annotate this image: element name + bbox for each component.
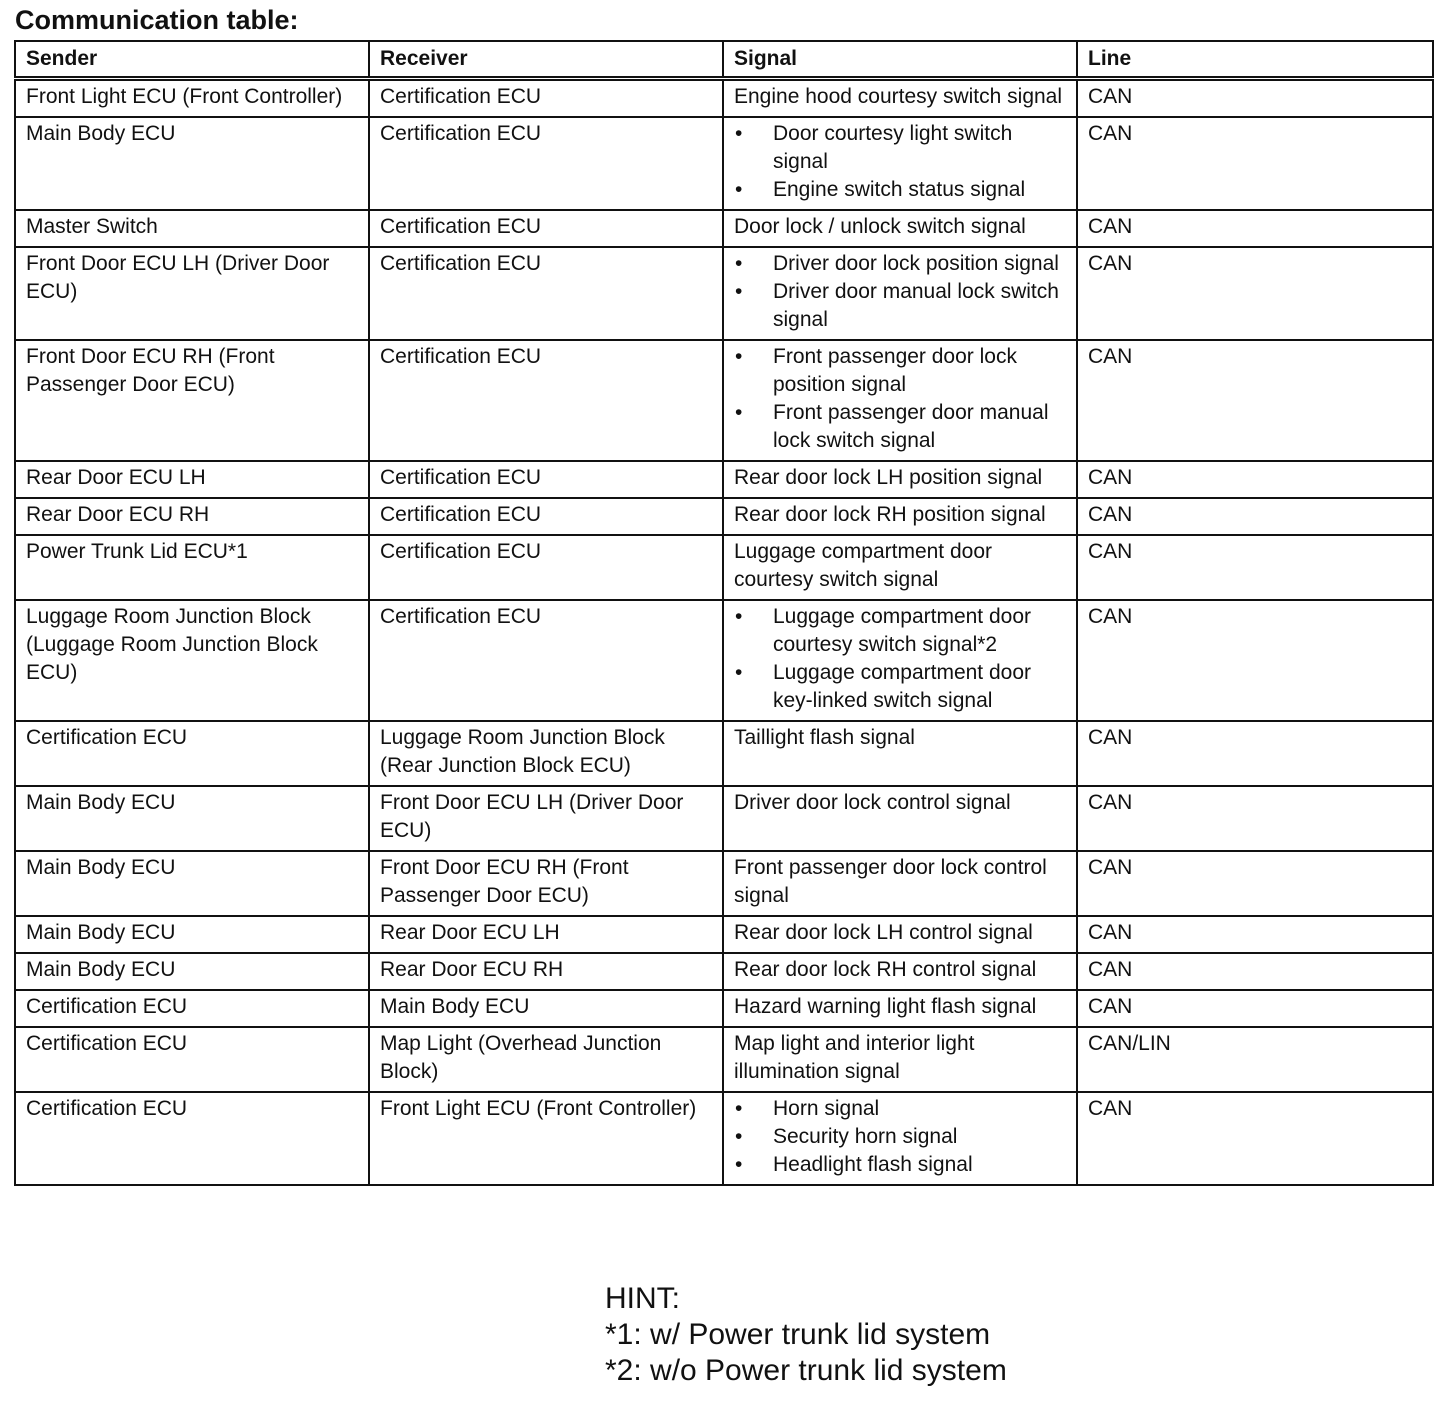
bullet-icon: • — [735, 345, 743, 368]
signal-cell — [723, 786, 1077, 851]
signal-text: Taillight flash signal — [734, 726, 915, 749]
sender-cell: Certification ECU — [15, 1027, 369, 1092]
bullet-icon: • — [735, 122, 743, 145]
line-cell: CAN — [1077, 953, 1433, 990]
receiver-cell: Front Door ECU LH (Driver Door ECU) — [369, 786, 723, 851]
table-row — [15, 117, 1433, 210]
table-row — [15, 247, 1433, 340]
signal-text: Map light and interior light illumination signal — [734, 1032, 975, 1083]
page-title: Communication table: — [15, 5, 299, 35]
signal-cell — [723, 461, 1077, 498]
signal-list-item — [734, 278, 1066, 334]
signal-list — [734, 343, 1066, 455]
signal-text: Driver door lock control signal — [734, 791, 1011, 814]
bullet-icon: • — [735, 1097, 743, 1120]
line-cell: CAN — [1077, 1092, 1433, 1185]
line-cell: CAN — [1077, 916, 1433, 953]
signal-list-item — [734, 1123, 1066, 1151]
sender-cell: Rear Door ECU LH — [15, 461, 369, 498]
signal-list-item — [734, 1095, 1066, 1123]
signal-list-item — [734, 120, 1066, 176]
line-cell: CAN — [1077, 247, 1433, 340]
sender-cell: Luggage Room Junction Block (Luggage Room Junction Block ECU) — [15, 600, 369, 721]
signal-list-item — [734, 176, 1066, 204]
column-header-sender: Sender — [15, 41, 369, 79]
bullet-icon: • — [735, 178, 743, 201]
line-cell: CAN — [1077, 786, 1433, 851]
column-header-line: Line — [1077, 41, 1433, 79]
signal-list-item — [734, 399, 1066, 455]
bullet-icon: • — [735, 401, 743, 424]
sender-cell: Rear Door ECU RH — [15, 498, 369, 535]
sender-cell: Power Trunk Lid ECU*1 — [15, 535, 369, 600]
signal-text: Front passenger door lock control signal — [734, 856, 1047, 907]
line-cell: CAN — [1077, 117, 1433, 210]
table-row — [15, 461, 1433, 498]
bullet-icon: • — [735, 280, 743, 303]
receiver-cell: Certification ECU — [369, 79, 723, 118]
receiver-cell: Rear Door ECU RH — [369, 953, 723, 990]
receiver-cell: Certification ECU — [369, 535, 723, 600]
signal-list-item — [734, 659, 1066, 715]
signal-list — [734, 603, 1066, 715]
bullet-icon: • — [735, 605, 743, 628]
line-cell: CAN — [1077, 461, 1433, 498]
signal-text: Engine hood courtesy switch signal — [734, 85, 1063, 108]
signal-text: Driver door lock position signal — [773, 252, 1059, 275]
signal-text: Horn signal — [773, 1097, 880, 1120]
table-header-row — [15, 41, 1433, 79]
table-row — [15, 1027, 1433, 1092]
signal-text: Rear door lock RH position signal — [734, 503, 1046, 526]
signal-text: Front passenger door lock position signal — [773, 345, 1017, 396]
signal-text: Luggage compartment door courtesy switch signal*2 — [773, 605, 1031, 656]
signal-text: Luggage compartment door courtesy switch signal — [734, 540, 992, 591]
sender-cell: Main Body ECU — [15, 916, 369, 953]
bullet-icon: • — [735, 252, 743, 275]
line-cell: CAN — [1077, 851, 1433, 916]
signal-text: Headlight flash signal — [773, 1153, 973, 1176]
line-cell: CAN — [1077, 498, 1433, 535]
sender-cell: Front Door ECU LH (Driver Door ECU) — [15, 247, 369, 340]
bullet-icon: • — [735, 1153, 743, 1176]
signal-cell — [723, 498, 1077, 535]
table-row — [15, 721, 1433, 786]
receiver-cell: Certification ECU — [369, 210, 723, 247]
hint-note-1: *1: w/ Power trunk lid system — [605, 1318, 991, 1351]
signal-cell — [723, 247, 1077, 340]
sender-cell: Front Light ECU (Front Controller) — [15, 79, 369, 118]
hint-note-2: *2: w/o Power trunk lid system — [605, 1354, 1007, 1387]
signal-cell — [723, 1092, 1077, 1185]
table-row — [15, 1092, 1433, 1185]
line-cell: CAN — [1077, 990, 1433, 1027]
signal-cell — [723, 953, 1077, 990]
signal-text: Rear door lock RH control signal — [734, 958, 1037, 981]
signal-cell — [723, 916, 1077, 953]
receiver-cell: Map Light (Overhead Junction Block) — [369, 1027, 723, 1092]
bullet-icon: • — [735, 661, 743, 684]
table-row — [15, 340, 1433, 461]
line-cell: CAN — [1077, 721, 1433, 786]
receiver-cell: Certification ECU — [369, 340, 723, 461]
sender-cell: Main Body ECU — [15, 851, 369, 916]
hint-block — [605, 1281, 1007, 1389]
receiver-cell: Certification ECU — [369, 498, 723, 535]
line-cell: CAN — [1077, 600, 1433, 721]
column-header-receiver: Receiver — [369, 41, 723, 79]
signal-cell — [723, 1027, 1077, 1092]
signal-cell — [723, 851, 1077, 916]
signal-text: Hazard warning light flash signal — [734, 995, 1037, 1018]
table-row — [15, 210, 1433, 247]
signal-text: Door courtesy light switch signal — [773, 122, 1013, 173]
sender-cell: Main Body ECU — [15, 953, 369, 990]
receiver-cell: Certification ECU — [369, 600, 723, 721]
column-header-signal: Signal — [723, 41, 1077, 79]
signal-text: Luggage compartment door key-linked switch signal — [773, 661, 1031, 712]
line-cell: CAN — [1077, 535, 1433, 600]
line-cell: CAN — [1077, 79, 1433, 118]
receiver-cell: Certification ECU — [369, 117, 723, 210]
signal-list — [734, 120, 1066, 204]
receiver-cell: Certification ECU — [369, 461, 723, 498]
signal-text: Rear door lock LH position signal — [734, 466, 1043, 489]
receiver-cell: Front Light ECU (Front Controller) — [369, 1092, 723, 1185]
table-row — [15, 600, 1433, 721]
receiver-cell: Front Door ECU RH (Front Passenger Door ECU) — [369, 851, 723, 916]
signal-text: Engine switch status signal — [773, 178, 1026, 201]
bullet-icon: • — [735, 1125, 743, 1148]
signal-list-item — [734, 603, 1066, 659]
table-row — [15, 851, 1433, 916]
signal-list-item — [734, 1151, 1066, 1179]
receiver-cell: Main Body ECU — [369, 990, 723, 1027]
receiver-cell: Luggage Room Junction Block (Rear Junction Block ECU) — [369, 721, 723, 786]
table-row — [15, 79, 1433, 118]
signal-text: Security horn signal — [773, 1125, 958, 1148]
signal-cell — [723, 535, 1077, 600]
signal-cell — [723, 721, 1077, 786]
sender-cell: Certification ECU — [15, 990, 369, 1027]
receiver-cell: Rear Door ECU LH — [369, 916, 723, 953]
line-cell: CAN/LIN — [1077, 1027, 1433, 1092]
signal-cell — [723, 600, 1077, 721]
sender-cell: Front Door ECU RH (Front Passenger Door ECU) — [15, 340, 369, 461]
signal-list-item — [734, 343, 1066, 399]
signal-text: Door lock / unlock switch signal — [734, 215, 1026, 238]
signal-list — [734, 250, 1066, 334]
sender-cell: Main Body ECU — [15, 117, 369, 210]
line-cell: CAN — [1077, 210, 1433, 247]
signal-list — [734, 1095, 1066, 1179]
signal-list-item — [734, 250, 1066, 278]
table-row — [15, 786, 1433, 851]
signal-text: Driver door manual lock switch signal — [773, 280, 1059, 331]
communication-table — [14, 40, 1434, 1186]
sender-cell: Certification ECU — [15, 721, 369, 786]
table-row — [15, 535, 1433, 600]
signal-text: Front passenger door manual lock switch signal — [773, 401, 1049, 452]
table-row — [15, 990, 1433, 1027]
table-body — [15, 79, 1433, 1186]
table-row — [15, 953, 1433, 990]
table-row — [15, 916, 1433, 953]
signal-cell — [723, 79, 1077, 118]
signal-cell — [723, 340, 1077, 461]
hint-heading: HINT: — [605, 1282, 680, 1315]
sender-cell: Master Switch — [15, 210, 369, 247]
signal-cell — [723, 990, 1077, 1027]
table-row — [15, 498, 1433, 535]
sender-cell: Certification ECU — [15, 1092, 369, 1185]
signal-text: Rear door lock LH control signal — [734, 921, 1033, 944]
sender-cell: Main Body ECU — [15, 786, 369, 851]
receiver-cell: Certification ECU — [369, 247, 723, 340]
signal-cell — [723, 117, 1077, 210]
line-cell: CAN — [1077, 340, 1433, 461]
signal-cell — [723, 210, 1077, 247]
